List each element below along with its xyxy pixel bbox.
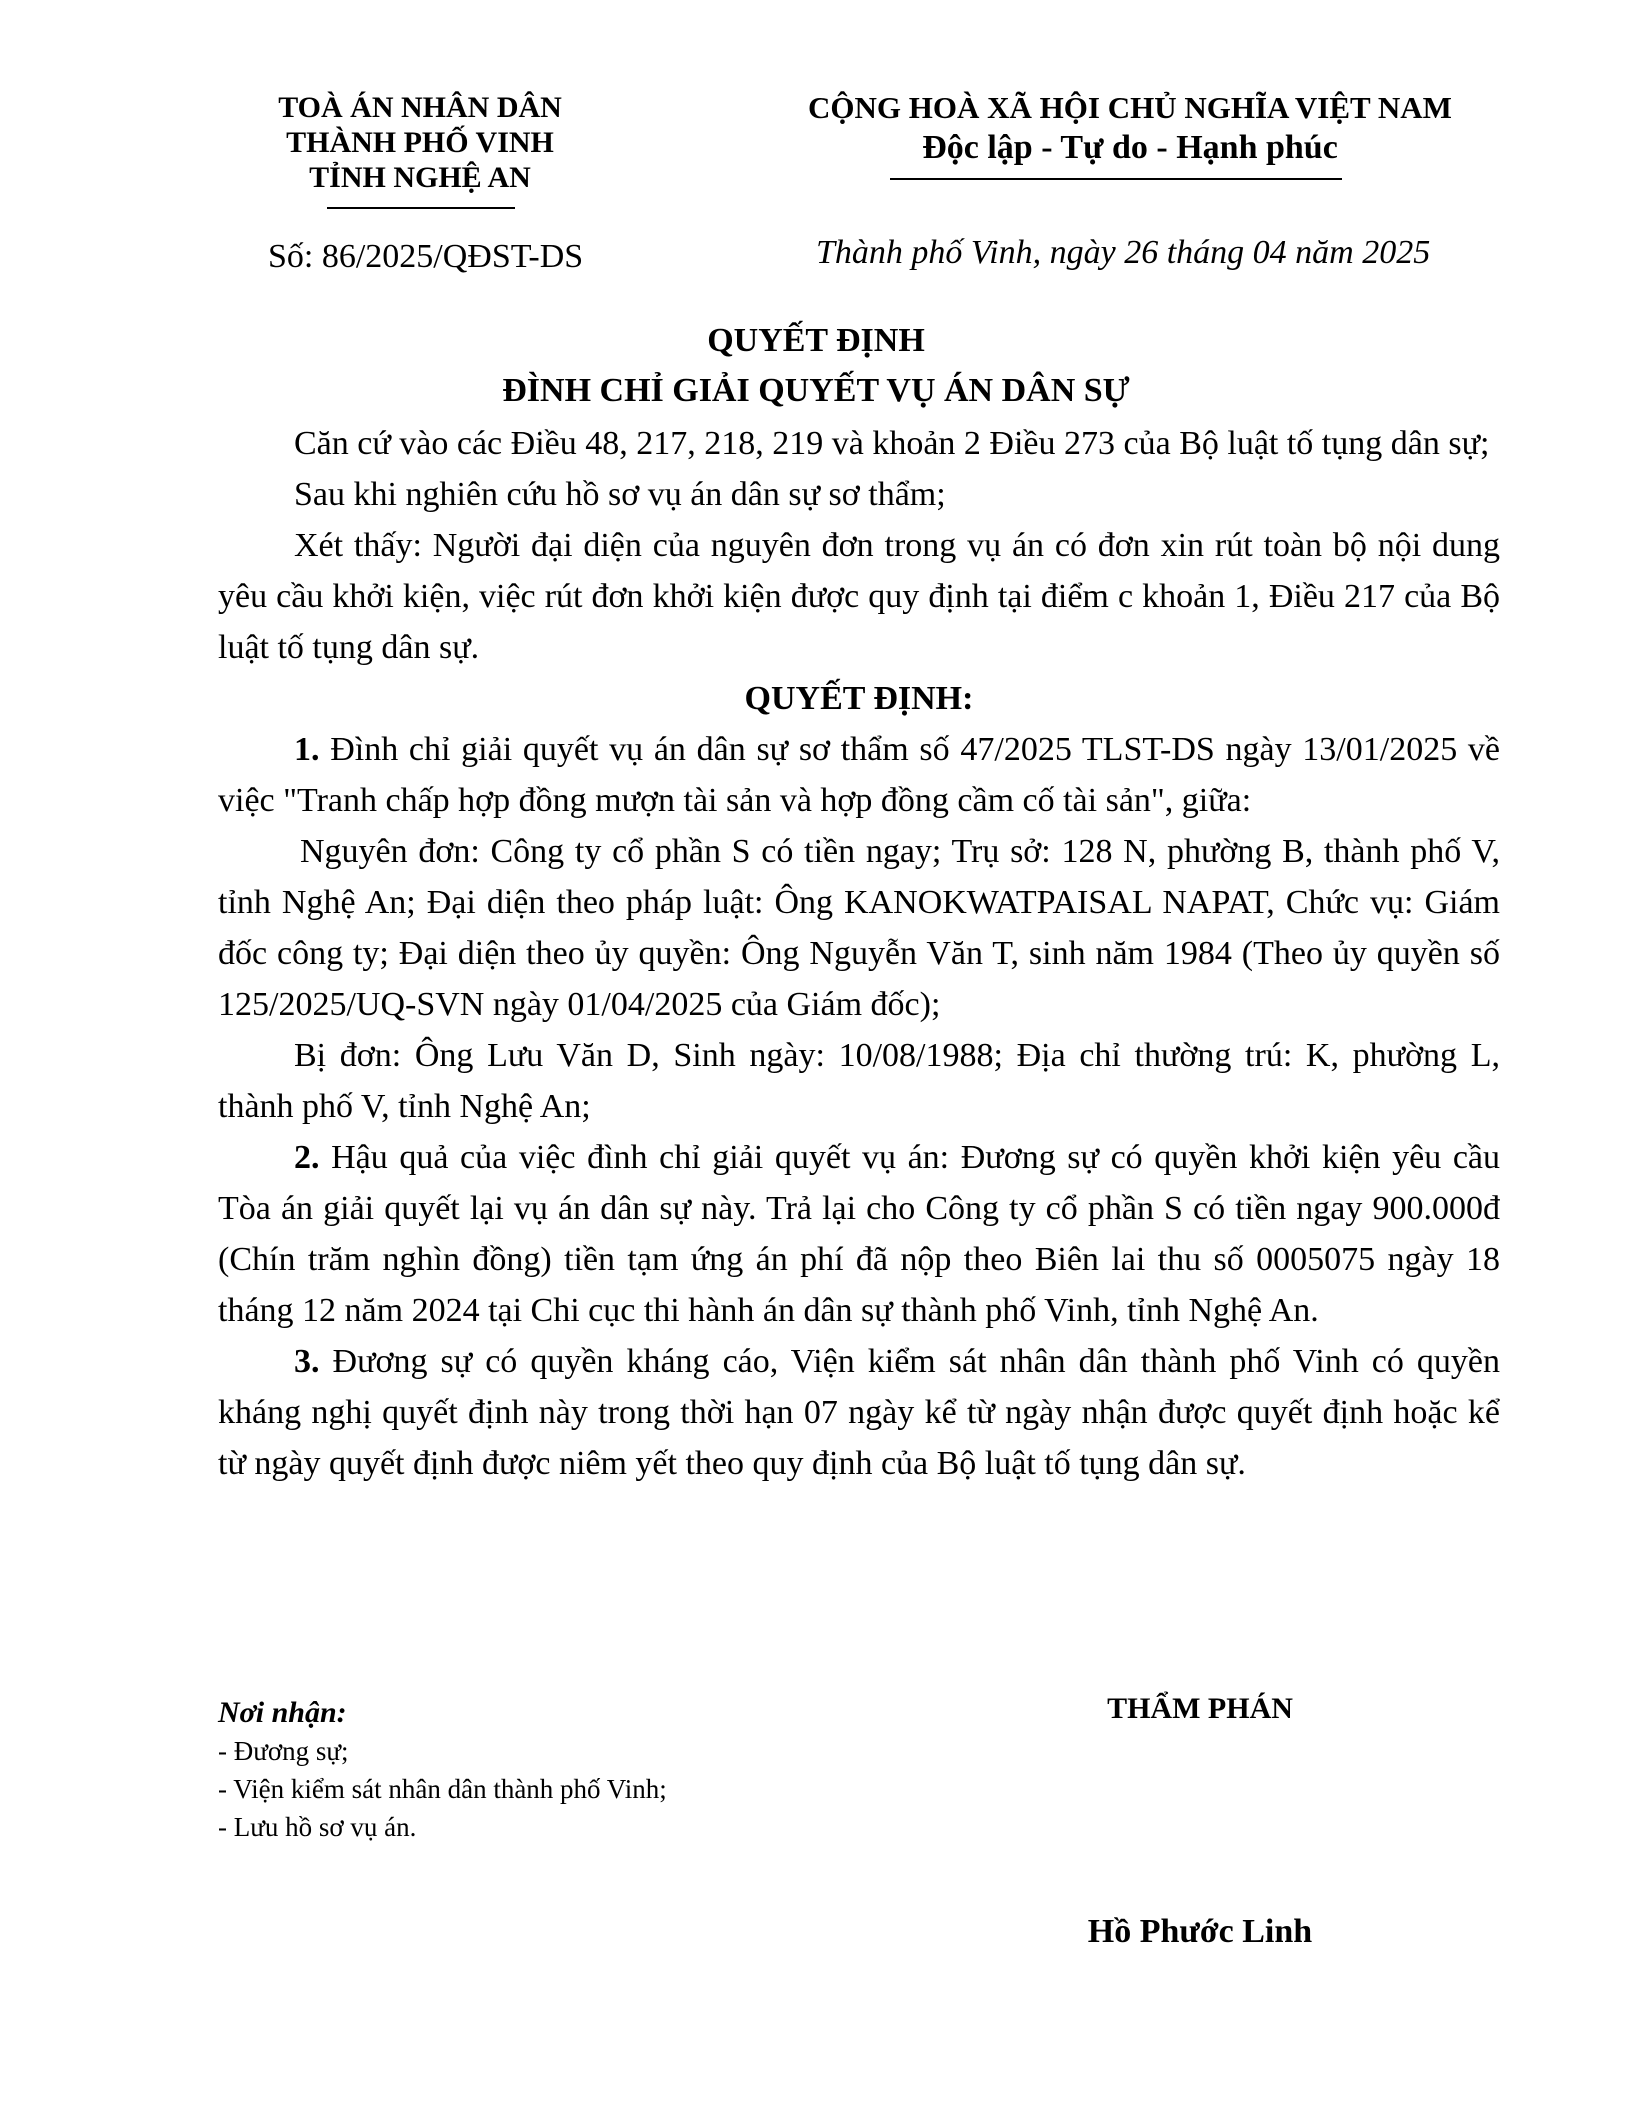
item-number: 2. — [294, 1139, 320, 1176]
court-line-1: TOÀ ÁN NHÂN DÂN — [278, 91, 562, 124]
document-body — [218, 418, 1500, 1489]
country-name: CỘNG HOÀ XÃ HỘI CHỦ NGHĨA VIỆT NAM — [808, 90, 1452, 125]
court-underline — [327, 207, 515, 209]
place-date: Thành phố Vinh, ngày 26 tháng 04 năm 2025 — [816, 234, 1431, 271]
decision-heading: QUYẾT ĐỊNH: — [744, 680, 974, 717]
court-line-2: THÀNH PHỐ VINH — [286, 126, 554, 159]
document-subtitle: ĐÌNH CHỈ GIẢI QUYẾT VỤ ÁN DÂN SỰ — [502, 372, 1130, 409]
plaintiff-paragraph: Nguyên đơn: Công ty cổ phần S có tiền ngay; Trụ sở: 128 N, phường B, thành phố V, tỉnh Nghệ An; Đại diện theo pháp luật: Ông KANOKWATPAISAL NAPAT, Chức vụ: Giám đốc công ty; Đại diện theo ủy quyền: Ông Nguyễn Văn T, sinh năm 1984 (Theo ủy quyền số 125/2025/UQ-SVN ngày 01/04/2025 của Giám đốc); — [218, 833, 1500, 1023]
court-name-block — [220, 90, 620, 195]
decision-item-2 — [218, 1132, 1500, 1336]
review-paragraph: Sau khi nghiên cứu hồ sơ vụ án dân sự sơ thẩm; — [294, 476, 946, 513]
court-line-3: TỈNH NGHỆ AN — [309, 161, 531, 194]
decision-item-3 — [218, 1336, 1500, 1489]
national-motto: Độc lập - Tự do - Hạnh phúc — [922, 129, 1338, 166]
national-header — [720, 88, 1540, 168]
item-number: 1. — [294, 731, 320, 768]
finding-paragraph: Xét thấy: Người đại diện của nguyên đơn trong vụ án có đơn xin rút toàn bộ nội dung yêu cầu khởi kiện, việc rút đơn khởi kiện được quy định tại điểm c khoản 1, Điều 217 của Bộ luật tố tụng dân sự. — [218, 527, 1500, 666]
signer-role: THẨM PHÁN — [1107, 1692, 1293, 1725]
recipients-block — [218, 1694, 667, 1846]
item-text: Đình chỉ giải quyết vụ án dân sự sơ thẩm số 47/2025 TLST-DS ngày 13/01/2025 về việc "Tranh chấp hợp đồng mượn tài sản và hợp đồng cầm cố tài sản", giữa: — [218, 731, 1501, 819]
defendant-paragraph: Bị đơn: Ông Lưu Văn D, Sinh ngày: 10/08/1988; Địa chỉ thường trú: K, phường L, thành phố V, tỉnh Nghệ An; — [218, 1037, 1500, 1125]
document-number: Số: 86/2025/QĐST-DS — [268, 238, 584, 275]
signer-name: Hồ Phước Linh — [1087, 1913, 1313, 1950]
item-number: 3. — [294, 1343, 320, 1380]
document-title: QUYẾT ĐỊNH — [707, 322, 925, 359]
item-text: Đương sự có quyền kháng cáo, Viện kiểm sát nhân dân thành phố Vinh có quyền kháng nghị quyết định này trong thời hạn 07 ngày kể từ ngày nhận được quyết định hoặc kể từ ngày quyết định được niêm yết theo quy định của Bộ luật tố tụng dân sự. — [218, 1343, 1500, 1482]
recipient-item: - Lưu hồ sơ vụ án. — [218, 1812, 417, 1842]
recipient-item: - Đương sự; — [218, 1736, 349, 1766]
recipient-item: - Viện kiểm sát nhân dân thành phố Vinh; — [218, 1774, 667, 1804]
recipients-label: Nơi nhận: — [218, 1696, 347, 1729]
decision-item-1 — [218, 724, 1500, 826]
item-text: Hậu quả của việc đình chỉ giải quyết vụ án: Đương sự có quyền khởi kiện yêu cầu Tòa án giải quyết lại vụ án dân sự này. Trả lại cho Công ty cổ phần S có tiền ngay 900.000đ (Chín trăm nghìn đồng) tiền tạm ứng án phí đã nộp theo Biên lai thu số 0005075 ngày 18 tháng 12 năm 2024 tại Chi cục thi hành án dân sự thành phố Vinh, tỉnh Nghệ An. — [218, 1139, 1501, 1329]
motto-underline — [890, 178, 1342, 180]
basis-paragraph: Căn cứ vào các Điều 48, 217, 218, 219 và khoản 2 Điều 273 của Bộ luật tố tụng dân sự; — [294, 425, 1490, 462]
